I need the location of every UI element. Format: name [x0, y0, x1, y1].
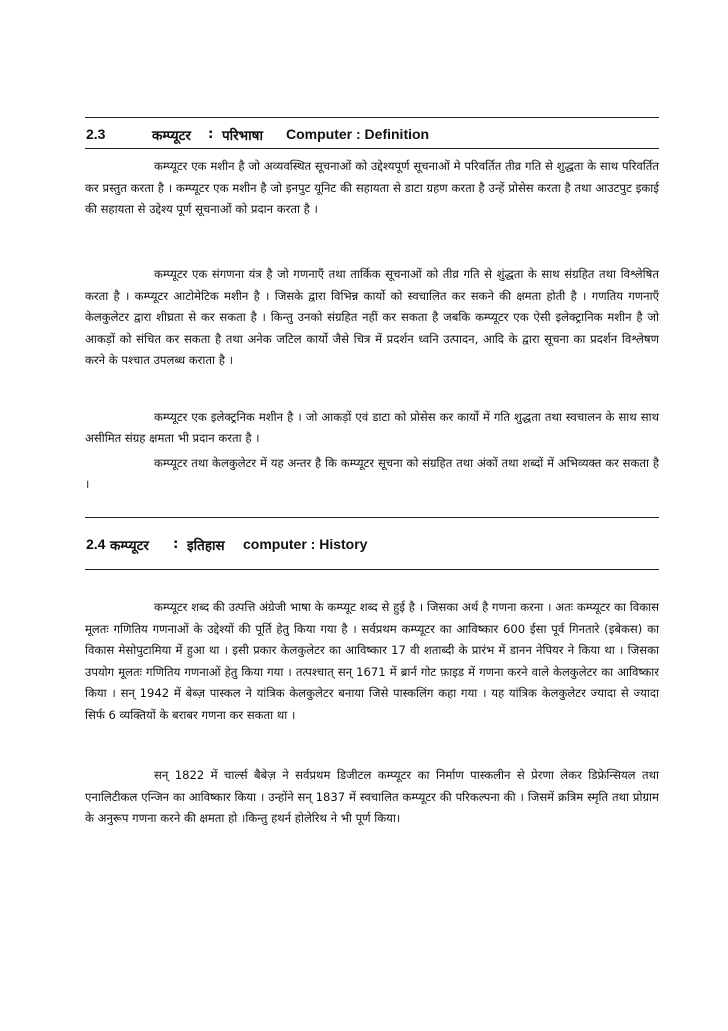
section-hindi-subtitle: परिभाषा: [222, 128, 263, 144]
section-divider: [85, 517, 659, 518]
section-separator: :: [208, 126, 214, 142]
paragraph: कम्प्यूटर एक इलेक्ट्रनिक मशीन है । जो आकड़ों एवं डाटा को प्रोसेस कर कार्यो में गति शुद्धता तथा स्वचालन के साथ साथ असीमित संग्रह क्षमता भी प्रदान करता है ।: [85, 410, 659, 446]
section-hindi-subtitle: इतिहास: [187, 538, 225, 554]
section-hindi-title: कम्प्यूटर: [110, 538, 149, 554]
paragraph: कम्प्यूटर शब्द की उत्पत्ति अंग्रेजी भाषा के कम्प्यूट शब्द से हुई है । जिसका अर्थ है गणना करना । अतः कम्प्यूटर का विकास मूलतः गणितिय गणनाओं के उद्देश्यों की पूर्ति हेतु किया गया है । सर्वप्रथम कम्प्यूटर का आविष्कार 600 ईसा पूर्व गिनतारे (इबेकस) का विकास मेसोपुटामिया में हुआ था । इसी प्रकार केलकुलेटर का आविष्कार 17 वी शताब्दी के प्रारंभ में डानन नेपियर ने किया था । जिसका उपयोग मूलतः गणितिय गणनाओं हेतु किया गया । तत्पश्चात् सन् 1671 में ब्रार्न गोट फ़ाइड में गणना करने वाले केलकुलेटर का आविष्कार किया । सन् 1942 में बेब्ज़ पास्कल ने यांत्रिक केलकुलेटर बनाया जिसे पास्कलिंग कहा गया । यह यांत्रिक केलकुलेटर ज्यादा से ज्यादा सिर्फ 6 व्यक्तियों के बराबर गणना कर सकता था ।: [85, 600, 659, 722]
section-english-title: Computer : Definition: [286, 126, 430, 142]
section-separator: :: [173, 536, 179, 552]
section-english-title: computer : History: [243, 536, 368, 552]
section-number: 2.4: [86, 536, 106, 552]
section-hindi-title: कम्प्यूटर: [152, 128, 191, 144]
paragraph: कम्प्यूटर एक मशीन है जो अव्यवस्थित सूचनाओं को उद्देश्यपूर्ण सूचनाओं मे परिवर्तित तीव्र गति से शुद्धता के साथ परिवर्तित कर प्रस्तुत करता है । कम्प्यूटर एक मशीन है जो इनपुट यूनिट की सहायता से डाटा ग्रहण करता है उन्हें प्रोसेस करता है तथा आउटपुट इकाई की सहायता से उद्देश्य पूर्ण सूचनाओं को प्रदान करता है ।: [85, 159, 659, 217]
paragraph: सन् 1822 में चार्ल्स बैबेज़ ने सर्वप्रथम डिजीटल कम्प्यूटर का निर्माण पास्कलीन से प्रेरणा लेकर डिफ्रेन्सियल तथा एनालिटीकल एन्जिन का आविष्कार किया । उन्होंने सन् 1837 में स्वचालित कम्प्यूटर की परिकल्पना की । जिसमें क्रत्रिम स्मृति तथा प्रोग्राम के अनुरूप गणना करने की क्षमता हो ।किन्तु हथर्न होलेरिथ ने भी पूर्ण किया।: [85, 768, 659, 826]
section-number: 2.3: [86, 126, 106, 142]
heading-underline: [85, 148, 659, 149]
heading-underline: [85, 569, 659, 570]
top-rule: [85, 117, 659, 118]
paragraph: कम्प्यूटर एक संगणना यंत्र है जो गणनाएँ तथा तार्किक सूचनाओं को तीव्र गति से शुंद्धता के साथ संग्रहित तथा विश्लेषित करता है । कम्प्यूटर आटोमेटिक मशीन है । जिसके द्वारा विभिन्न कार्यो को स्वचालित कर सकने की क्षमता होती है । गणतिय गणनाएँ केलकुलेटर द्वारा शीघ्रता से कर सकता है । किन्तु उनको संग्रहित नहीं कर सकता है जबकि कम्प्यूटर एक ऐसी इलेक्ट्रानिक मशीन है जो आकड़ों को संचित कर सकता है तथा अनेक जटिल कार्यो जैसे चित्र में प्रदर्शन ध्वनि उत्पादन, आदि के द्वारा सूचना का प्रदर्शन विश्लेषण करने के पश्चात उपलब्ध कराता है ।: [85, 267, 659, 368]
paragraph: कम्प्यूटर तथा केलकुलेटर में यह अन्तर है कि कम्प्यूटर सूचना को संग्रहित तथा अंकों तथा शब्दों में अभिव्यक्त कर सकता है ।: [85, 456, 659, 492]
